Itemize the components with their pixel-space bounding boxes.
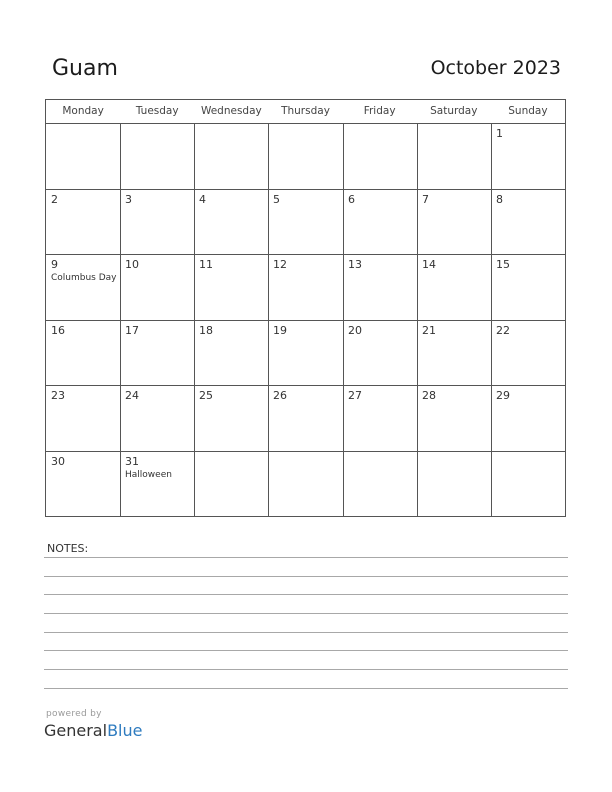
day-cell <box>194 255 268 321</box>
day-cell <box>417 190 491 256</box>
day-cell <box>120 452 194 518</box>
day-cell <box>417 124 491 190</box>
day-number: 21 <box>422 324 436 337</box>
day-number: 4 <box>199 193 206 206</box>
day-cell <box>343 190 417 256</box>
day-cell <box>268 321 342 387</box>
day-number: 11 <box>199 258 213 271</box>
weekday-label-friday: Friday <box>363 105 396 117</box>
day-number: 8 <box>496 193 503 206</box>
day-cell <box>417 452 491 518</box>
day-cell <box>343 321 417 387</box>
day-cell <box>343 255 417 321</box>
day-number: 25 <box>199 389 213 402</box>
day-number: 2 <box>51 193 58 206</box>
day-cell <box>268 386 342 452</box>
day-number: 18 <box>199 324 213 337</box>
day-number: 9 <box>51 258 58 271</box>
powered-by-text: powered by <box>46 709 102 719</box>
day-cell <box>417 255 491 321</box>
day-cell <box>268 190 342 256</box>
day-cell <box>268 124 342 190</box>
day-cell <box>491 386 565 452</box>
calendar-grid <box>45 99 566 517</box>
day-number: 23 <box>51 389 65 402</box>
day-number: 14 <box>422 258 436 271</box>
weekday-label-sunday: Sunday <box>508 105 548 117</box>
holiday-label: Columbus Day <box>51 273 117 283</box>
day-number: 12 <box>273 258 287 271</box>
day-cell <box>343 124 417 190</box>
day-cell <box>194 386 268 452</box>
note-line <box>44 557 568 558</box>
holiday-label: Halloween <box>125 470 172 480</box>
day-number: 22 <box>496 324 510 337</box>
day-cell <box>120 190 194 256</box>
day-number: 31 <box>125 455 139 468</box>
day-number: 19 <box>273 324 287 337</box>
day-number: 26 <box>273 389 287 402</box>
day-cell <box>120 321 194 387</box>
day-cell <box>46 255 120 321</box>
day-cell <box>194 452 268 518</box>
day-cell <box>194 124 268 190</box>
day-cell <box>194 190 268 256</box>
day-number: 27 <box>348 389 362 402</box>
weekday-label-wednesday: Wednesday <box>200 105 262 117</box>
day-cell <box>417 321 491 387</box>
day-number: 29 <box>496 389 510 402</box>
note-line <box>44 576 568 577</box>
day-cell <box>46 386 120 452</box>
weekday-label-monday: Monday <box>62 105 104 117</box>
day-number: 28 <box>422 389 436 402</box>
day-number: 15 <box>496 258 510 271</box>
note-line <box>44 669 568 670</box>
day-cell <box>120 255 194 321</box>
note-line <box>44 613 568 614</box>
day-cell <box>491 321 565 387</box>
notes-label: NOTES: <box>47 542 89 555</box>
day-number: 6 <box>348 193 355 206</box>
day-number: 1 <box>496 127 503 140</box>
day-cell <box>491 190 565 256</box>
note-line <box>44 650 568 651</box>
month-year-title: October 2023 <box>430 57 561 79</box>
weekday-label-tuesday: Tuesday <box>135 105 179 117</box>
note-line <box>44 632 568 633</box>
day-cell <box>491 124 565 190</box>
day-number: 30 <box>51 455 65 468</box>
day-number: 3 <box>125 193 132 206</box>
day-number: 13 <box>348 258 362 271</box>
logo-text-blue: Blue <box>107 721 143 740</box>
generalblue-logo[interactable] <box>44 721 142 740</box>
day-cell <box>343 386 417 452</box>
day-number: 20 <box>348 324 362 337</box>
weekday-label-saturday: Saturday <box>430 105 478 117</box>
day-cell <box>268 452 342 518</box>
day-cell <box>343 452 417 518</box>
day-number: 24 <box>125 389 139 402</box>
day-cell <box>268 255 342 321</box>
weekday-header-row <box>46 100 565 124</box>
day-number: 7 <box>422 193 429 206</box>
day-cell <box>491 255 565 321</box>
day-number: 5 <box>273 193 280 206</box>
day-cell <box>194 321 268 387</box>
note-line <box>44 594 568 595</box>
day-cell <box>120 386 194 452</box>
logo-text-general: General <box>44 721 108 740</box>
day-number: 10 <box>125 258 139 271</box>
day-cell <box>46 124 120 190</box>
weekday-label-thursday: Thursday <box>281 105 330 117</box>
day-cell <box>417 386 491 452</box>
day-cell <box>46 190 120 256</box>
day-number: 16 <box>51 324 65 337</box>
day-cell <box>46 321 120 387</box>
day-cell <box>120 124 194 190</box>
day-number: 17 <box>125 324 139 337</box>
note-line <box>44 688 568 689</box>
region-title: Guam <box>52 56 118 81</box>
day-cell <box>46 452 120 518</box>
day-cell <box>491 452 565 518</box>
